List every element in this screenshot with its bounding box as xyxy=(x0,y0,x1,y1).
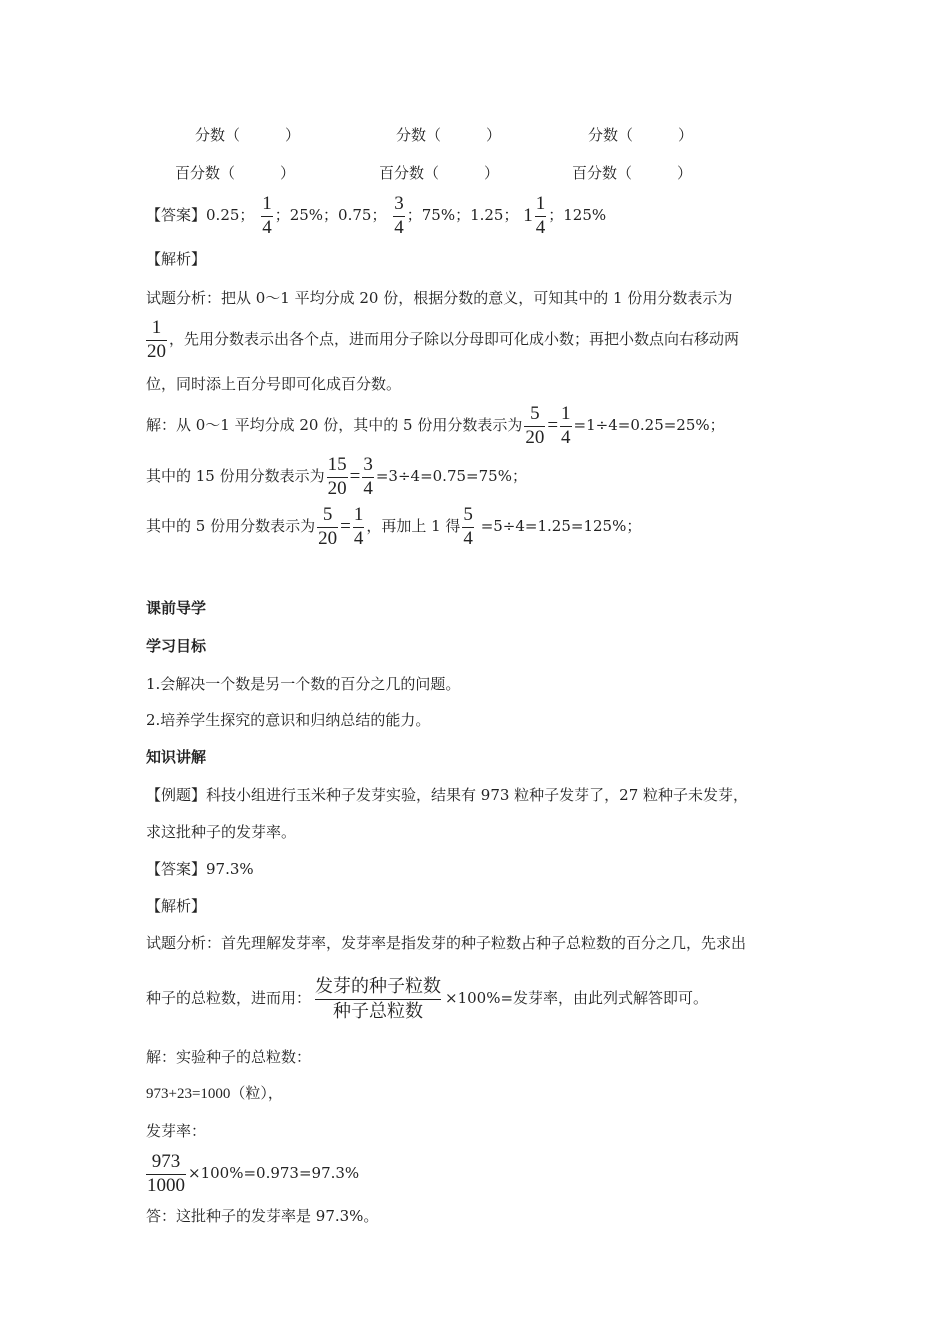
equals-sign: = xyxy=(349,466,361,487)
solution-text: =5÷4=1.25=125%； xyxy=(480,517,642,535)
solution-text-3: 发芽率： xyxy=(146,1122,207,1140)
example-answer: 【答案】97.3% xyxy=(146,860,254,878)
knowledge-title: 知识讲解 xyxy=(146,748,207,766)
example-analysis-label: 【解析】 xyxy=(146,897,207,915)
fraction: $\frac{5}{4}$ xyxy=(463,504,473,549)
percent-blank-2: 百分数（ ） xyxy=(379,164,500,182)
solution-text-4 xyxy=(146,1148,359,1198)
solution-text: ，再加上 1 得 xyxy=(366,517,461,535)
fraction: $\frac{1}{4}$ xyxy=(561,403,571,448)
solution-text: 解：从 0～1 平均分成 20 份，其中的 5 份用分数表示为 xyxy=(146,416,523,434)
goal-2: 2.培养学生探究的意识和归纳总结的能力。 xyxy=(146,711,431,729)
solution-text: 其中的 5 份用分数表示为 xyxy=(146,517,316,535)
fraction-blank-2: 分数（ ） xyxy=(396,126,502,144)
solution-text: 其中的 15 份用分数表示为 xyxy=(146,467,325,485)
equals-sign: = xyxy=(547,415,559,436)
solution-text-2: 973+23=1000（粒）， xyxy=(146,1086,283,1102)
solution-text: =1÷4=0.25=25%； xyxy=(573,416,725,434)
solution-text: =3÷4=0.75=75%； xyxy=(375,467,527,485)
section-title: 课前导学 xyxy=(146,599,207,617)
percent-blank-1: 百分数（ ） xyxy=(175,164,296,182)
fraction-blank-1: 分数（ ） xyxy=(195,126,301,144)
answer-text: ；125% xyxy=(548,206,607,224)
analysis-text: ×100%=发芽率，由此列式解答即可。 xyxy=(445,989,709,1007)
fraction: $\frac{5}{20}$ xyxy=(525,403,545,448)
example-text-2: 求这批种子的发芽率。 xyxy=(146,823,297,841)
solution-line-1 xyxy=(146,402,725,449)
fraction: $\frac{5}{20}$ xyxy=(318,504,338,549)
goals-title: 学习目标 xyxy=(146,637,207,655)
example-analysis-text-1: 试题分析：首先理解发芽率，发芽率是指发芽的种子粒数占种子总粒数的百分之几，先求出 xyxy=(146,934,747,952)
mixed-whole: 1 xyxy=(523,205,533,226)
fraction: $\frac{1}{4}$ xyxy=(353,504,364,549)
equals-sign: = xyxy=(340,516,351,537)
solution-line-3 xyxy=(146,503,641,550)
example-text-1: 【例题】科技小组进行玉米种子发芽实验，结果有 973 粒种子发芽了，27 粒种子未发芽， xyxy=(146,786,749,804)
final-answer: 答：这批种子的发芽率是 97.3%。 xyxy=(146,1207,379,1225)
analysis-label: 【解析】 xyxy=(146,250,207,268)
analysis-text: ，先用分数表示出各个点，进而用分子除以分母即可化成小数；再把小数点向右移动两 xyxy=(169,330,740,348)
fraction: $\frac{1}{4}$ xyxy=(535,193,546,238)
fraction: $\frac{1}{4}$ xyxy=(262,193,272,238)
answer-line-1 xyxy=(146,190,606,241)
fraction: $\frac{973}{1000}$ xyxy=(147,1151,185,1196)
solution-text: ×100%=0.973=97.3% xyxy=(188,1164,360,1182)
percent-blank-3: 百分数（ ） xyxy=(572,164,693,182)
fraction-blank-3: 分数（ ） xyxy=(588,126,694,144)
solution-text-1: 解：实验种子的总粒数： xyxy=(146,1048,312,1066)
word-fraction: 发芽的种子粒数 种子总粒数 xyxy=(315,975,442,1022)
solution-line-2 xyxy=(146,453,527,500)
analysis-text-3: 位，同时添上百分号即可化成百分数。 xyxy=(146,375,402,393)
goal-1: 1.会解决一个数是另一个数的百分之几的问题。 xyxy=(146,675,461,693)
fraction: $\frac{3}{4}$ xyxy=(394,193,404,238)
fraction: $\frac{15}{20}$ xyxy=(327,454,347,499)
answer-label: 【答案】 xyxy=(146,206,207,224)
answer-text: 0.25； xyxy=(206,206,255,224)
example-analysis-text-2 xyxy=(146,970,708,1026)
fraction: $\frac{3}{4}$ xyxy=(363,454,373,499)
answer-text: ；75%；1.25； xyxy=(406,206,519,224)
fraction: $\frac{1}{20}$ xyxy=(147,317,166,362)
answer-text: ；25%；0.75； xyxy=(274,206,387,224)
analysis-text: 种子的总粒数，进而用： xyxy=(146,989,312,1007)
analysis-text-1: 试题分析：把从 0～1 平均分成 20 份，根据分数的意义，可知其中的 1 份用分数表示为 xyxy=(146,289,733,307)
analysis-text-2 xyxy=(146,316,739,363)
